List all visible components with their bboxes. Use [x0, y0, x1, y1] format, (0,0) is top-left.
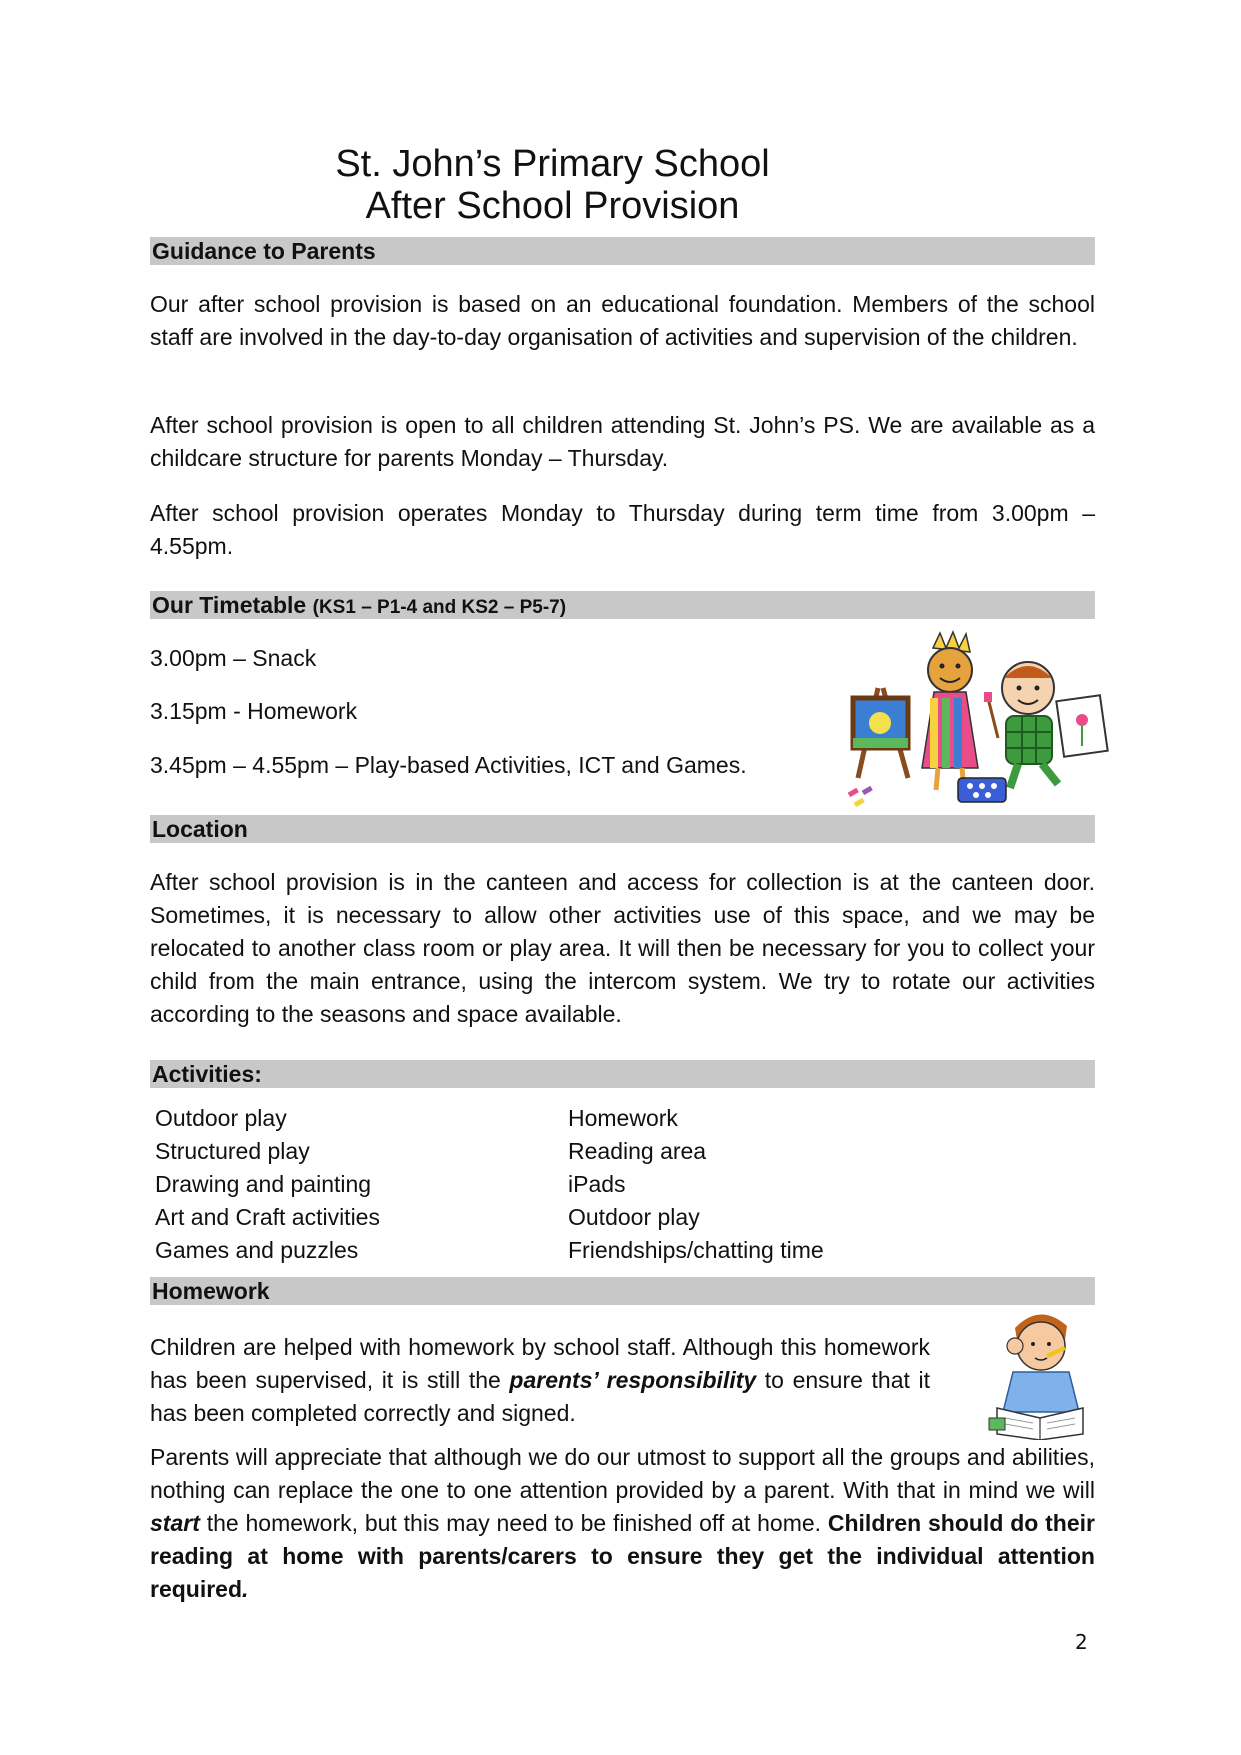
page-number: 2	[1075, 1630, 1088, 1654]
school-name-title: St. John’s Primary School	[335, 143, 770, 185]
start-emphasis: start	[150, 1510, 200, 1536]
activity-item: Outdoor play	[155, 1105, 287, 1131]
activity-item: Structured play	[155, 1138, 310, 1164]
activity-item: Drawing and painting	[155, 1171, 372, 1197]
homework-p1-text-end: to ensure that it has been completed correctly and signed.	[150, 1367, 930, 1426]
section-heading-activities	[150, 1060, 1095, 1088]
homework-paragraph-2	[150, 1441, 1095, 1606]
guidance-paragraph-2: After school provision is open to all children attending St. John’s PS. We are available as a childcare structure for parents Monday – Thursday.	[150, 412, 1095, 471]
guidance-heading: Guidance to Parents	[152, 238, 376, 264]
homework-p2-text-mid: the homework, but this may need to be finished off at home.	[199, 1510, 828, 1536]
location-heading: Location	[152, 816, 248, 842]
homework-p2-text: Parents will appreciate that although we do our utmost to support all the groups and abilities, nothing can replace the one to one attention provided by a parent. With that in mind we will	[150, 1444, 1095, 1503]
homework-p1-text: Children are helped with homework by school staff. Although this homework has been supervised, it is still the	[150, 1334, 930, 1393]
section-heading-location	[150, 815, 1095, 843]
children-painting-icon	[838, 628, 1118, 808]
section-heading-homework	[150, 1277, 1095, 1305]
boy-homework-icon	[985, 1300, 1095, 1440]
location-paragraph: After school provision is in the canteen and access for collection is at the canteen door. Sometimes, it is necessary to allow other activities use of this space, and we may be relocated to another class room or play area. It will then be necessary for you to collect your child from the main entrance, using the intercom system. We try to rotate our activities according to the seasons and space available.	[150, 869, 1095, 1027]
activity-item: iPads	[568, 1171, 626, 1197]
boy-homework-image	[985, 1300, 1095, 1440]
activities-heading: Activities:	[152, 1061, 262, 1087]
timetable-heading-sub: (KS1 – P1-4 and KS2 – P5-7)	[312, 597, 567, 618]
homework-p2-end: .	[242, 1576, 249, 1602]
timetable-heading: Our Timetable	[152, 592, 307, 618]
activity-item: Games and puzzles	[155, 1237, 359, 1263]
activity-item: Homework	[568, 1105, 678, 1131]
guidance-paragraph-3: After school provision operates Monday to Thursday during term time from 3.00pm – 4.55pm.	[150, 500, 1095, 559]
homework-paragraph-1	[150, 1331, 930, 1430]
guidance-paragraph-1: Our after school provision is based on an educational foundation. Members of the school staff are involved in the day-to-day organisation of activities and supervision of the children.	[150, 291, 1095, 350]
activity-item: Art and Craft activities	[155, 1204, 380, 1230]
homework-heading: Homework	[152, 1278, 270, 1304]
section-heading-guidance	[150, 237, 1095, 265]
timetable-item: 3.00pm – Snack	[150, 645, 317, 671]
reading-at-home-notice: Children should do their reading at home with parents/carers to ensure they get the individual attention required	[150, 1510, 1095, 1602]
activity-item: Friendships/chatting time	[568, 1237, 824, 1263]
timetable-item: 3.15pm - Homework	[150, 698, 358, 724]
activity-item: Reading area	[568, 1138, 707, 1164]
activity-item: Outdoor play	[568, 1204, 700, 1230]
section-heading-timetable	[150, 591, 1095, 619]
timetable-item: 3.45pm – 4.55pm – Play-based Activities, ICT and Games.	[150, 752, 747, 778]
parents-responsibility-emphasis: parents’ responsibility	[509, 1367, 757, 1393]
children-painting-image	[838, 628, 1118, 808]
provision-title: After School Provision	[365, 185, 740, 227]
